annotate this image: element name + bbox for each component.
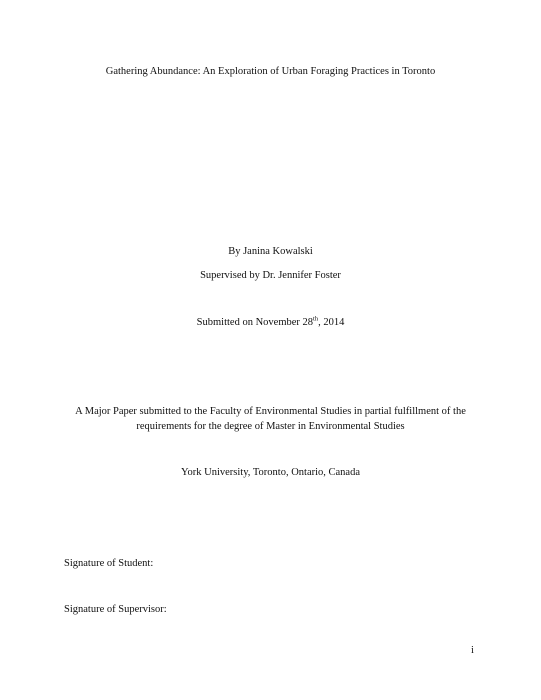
submission-date-line — [0, 316, 541, 330]
paper-title: Gathering Abundance: An Exploration of Urban Foraging Practices in Toronto — [105, 66, 436, 77]
author-line: By Janina Kowalski — [228, 246, 313, 257]
page-number: i — [471, 645, 474, 656]
supervisor-signature-label: Signature of Supervisor: — [64, 604, 167, 615]
student-signature-label: Signature of Student: — [64, 558, 154, 569]
submission-date-ordinal: th — [313, 315, 319, 323]
institution-line: York University, Toronto, Ontario, Canada — [180, 467, 360, 478]
supervisor-line: Supervised by Dr. Jennifer Foster — [200, 270, 341, 281]
description-line-2: requirements for the degree of Master in Environmental Studies — [136, 421, 405, 432]
submission-date-suffix: , 2014 — [318, 317, 345, 328]
description-line-1: A Major Paper submitted to the Faculty of Environmental Studies in partial fulfillment of the — [75, 406, 466, 417]
submission-date-prefix: Submitted on November 28 — [196, 317, 314, 328]
